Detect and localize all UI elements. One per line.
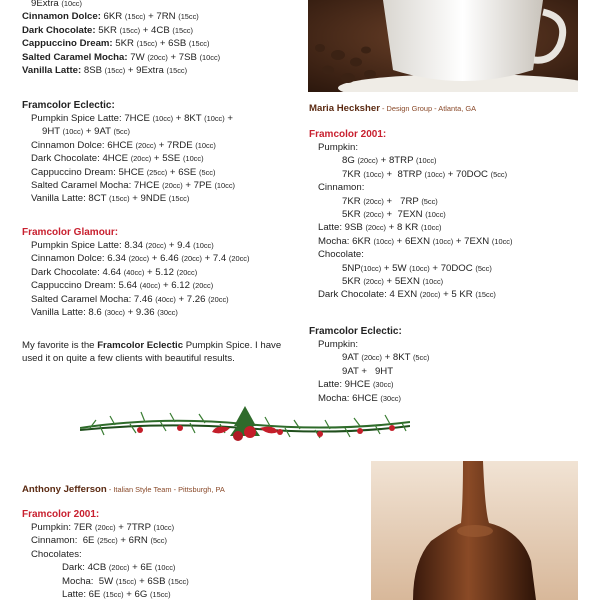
chocolate-drip-photo <box>371 461 578 600</box>
coffee-cup-photo-svg <box>308 0 578 92</box>
recipe-line: 8G (20cc) + 8TRP (10cc) <box>342 155 437 167</box>
recipe-line: Salted Caramel Mocha: 7W (20cc) + 7SB (10cc) <box>22 51 221 63</box>
recipe-line: Mocha: 6KR (10cc) + 6EXN (10cc) + 7EXN (10cc) <box>318 235 513 247</box>
anthony-lines <box>22 521 189 601</box>
maria-team: - Design Group - Atlanta, GA <box>379 104 477 113</box>
recipe-line: Pumpkin Spice Latte: 8.34 (20cc) + 9.4 (10cc) <box>31 240 214 251</box>
recipe-line: Chocolate: <box>318 249 364 261</box>
recipe-line: Vanilla Latte: 8CT (15cc) + 9NDE (15cc) <box>31 193 190 205</box>
favorite-paragraph <box>22 339 292 366</box>
maria-fc2001 <box>309 128 512 302</box>
recipe-line: 7KR (10cc) + 8TRP (10cc) + 70DOC (5cc) <box>342 168 508 180</box>
anthony-team: - Italian Style Team - Pittsburgh, PA <box>106 485 225 494</box>
recipe-line: 9HT (10cc) + 9AT (5cc) <box>42 126 130 138</box>
anthony-name-line <box>22 483 225 496</box>
anthony-name: Anthony Jefferson <box>22 484 107 495</box>
christmas-garland-svg <box>80 398 410 454</box>
maria-eclectic-heading: Framcolor Eclectic: <box>309 326 402 337</box>
recipe-line: Dark Chocolate: 4HCE (20cc) + 5SE (10cc) <box>31 153 204 165</box>
recipe-line: Cinnamon Dolce: 6.34 (20cc) + 6.46 (20cc) + 7.4 (20cc) <box>31 253 250 265</box>
recipe-line: 9AT + 9HT <box>342 365 394 377</box>
maria-name-line <box>309 102 476 115</box>
recipe-line: 9AT (20cc) + 8KT (5cc) <box>342 352 430 364</box>
recipe-line: Pumpkin: 7ER (20cc) + 7TRP (10cc) <box>31 522 175 533</box>
recipe-line: Dark Chocolate: 4.64 (40cc) + 5.12 (20cc) <box>31 266 198 278</box>
anthony-fc2001-heading: Framcolor 2001: <box>22 509 100 520</box>
maria-eclectic <box>309 325 429 405</box>
recipe-line: Dark Chocolate: 4 EXN (20cc) + 5 KR (15cc) <box>318 289 496 301</box>
left-top-list <box>22 0 220 77</box>
recipe-line: Cinnamon Dolce: 6KR (15cc) + 7RN (15cc) <box>22 11 199 23</box>
maria-fc2001-lines <box>309 141 512 302</box>
recipe-line: Cappuccino Dream: 5.64 (40cc) + 6.12 (20cc) <box>31 280 214 292</box>
recipe-line: Mocha: 6HCE (30cc) <box>318 392 401 404</box>
maria-eclectic-lines <box>309 338 429 405</box>
recipe-line: Dark Chocolate: 5KR (15cc) + 4CB (15cc) <box>22 24 193 36</box>
recipe-line: Vanilla Latte: 8.6 (30cc) + 9.36 (30cc) <box>31 307 178 319</box>
maria-fc2001-heading: Framcolor 2001: <box>309 129 387 140</box>
recipe-line: Pumpkin: <box>318 142 358 153</box>
recipe-line: 5KR (20cc) + 5EXN (10cc) <box>342 276 444 288</box>
favorite-bold: Framcolor Eclectic <box>97 340 184 351</box>
eclectic-lines <box>22 112 235 206</box>
anthony-section <box>22 483 225 496</box>
glamour-heading: Framcolor Glamour: <box>22 227 119 238</box>
recipe-line: 5KR (20cc) + 7EXN (10cc) <box>342 209 446 221</box>
maria-name: Maria Hecksher <box>309 103 380 114</box>
eclectic-section <box>22 99 235 206</box>
recipe-line: Chocolates: <box>31 548 82 560</box>
recipe-line: Mocha: 5W (15cc) + 6SB (15cc) <box>62 575 189 587</box>
recipe-line: Latte: 9SB (20cc) + 8 KR (10cc) <box>318 222 442 234</box>
christmas-garland <box>80 398 410 454</box>
coffee-cup-photo <box>308 0 578 92</box>
favorite-post: Pumpkin Spice. I have used it on quite a few clients with beautiful results. <box>22 340 282 365</box>
recipe-line: Dark: 4CB (20cc) + 6E (10cc) <box>62 562 176 574</box>
recipe-line: Salted Caramel Mocha: 7HCE (20cc) + 7PE (10cc) <box>31 180 235 192</box>
recipe-line: Cinnamon Dolce: 6HCE (20cc) + 7RDE (10cc) <box>31 139 216 151</box>
recipe-line: 7KR (20cc) + 7RP (5cc) <box>342 195 438 207</box>
favorite-pre: My favorite is the <box>22 340 98 351</box>
maria-section <box>309 102 476 115</box>
recipe-line: Cinnamon: <box>318 182 365 194</box>
recipe-line: Cappuccino Dream: 5KR (15cc) + 6SB (15cc) <box>22 38 210 50</box>
glamour-section <box>22 226 249 319</box>
recipe-line: Latte: 9HCE (30cc) <box>318 379 394 391</box>
glamour-lines <box>22 239 249 319</box>
anthony-fc2001 <box>22 508 189 601</box>
recipe-line: Salted Caramel Mocha: 7.46 (40cc) + 7.26 (20cc) <box>31 293 229 305</box>
recipe-line: 5NP(10cc) + 5W (10cc) + 70DOC (5cc) <box>342 262 492 274</box>
chocolate-drip-photo-svg <box>371 461 578 600</box>
recipe-line: Cappuccino Dream: 5HCE (25cc) + 6SE (5cc) <box>31 166 216 178</box>
recipe-line: 9Extra (10cc) <box>31 0 82 9</box>
recipe-line: Vanilla Latte: 8SB (15cc) + 9Extra (15cc) <box>22 65 188 77</box>
recipe-line: Pumpkin: <box>318 339 358 350</box>
eclectic-heading: Framcolor Eclectic: <box>22 100 115 111</box>
recipe-line: Latte: 6E (15cc) + 6G (15cc) <box>62 589 171 601</box>
recipe-line: Cinnamon: 6E (25cc) + 6RN (5cc) <box>31 535 167 547</box>
recipe-line: Pumpkin Spice Latte: 7HCE (10cc) + 8KT (10cc) + <box>31 113 233 124</box>
